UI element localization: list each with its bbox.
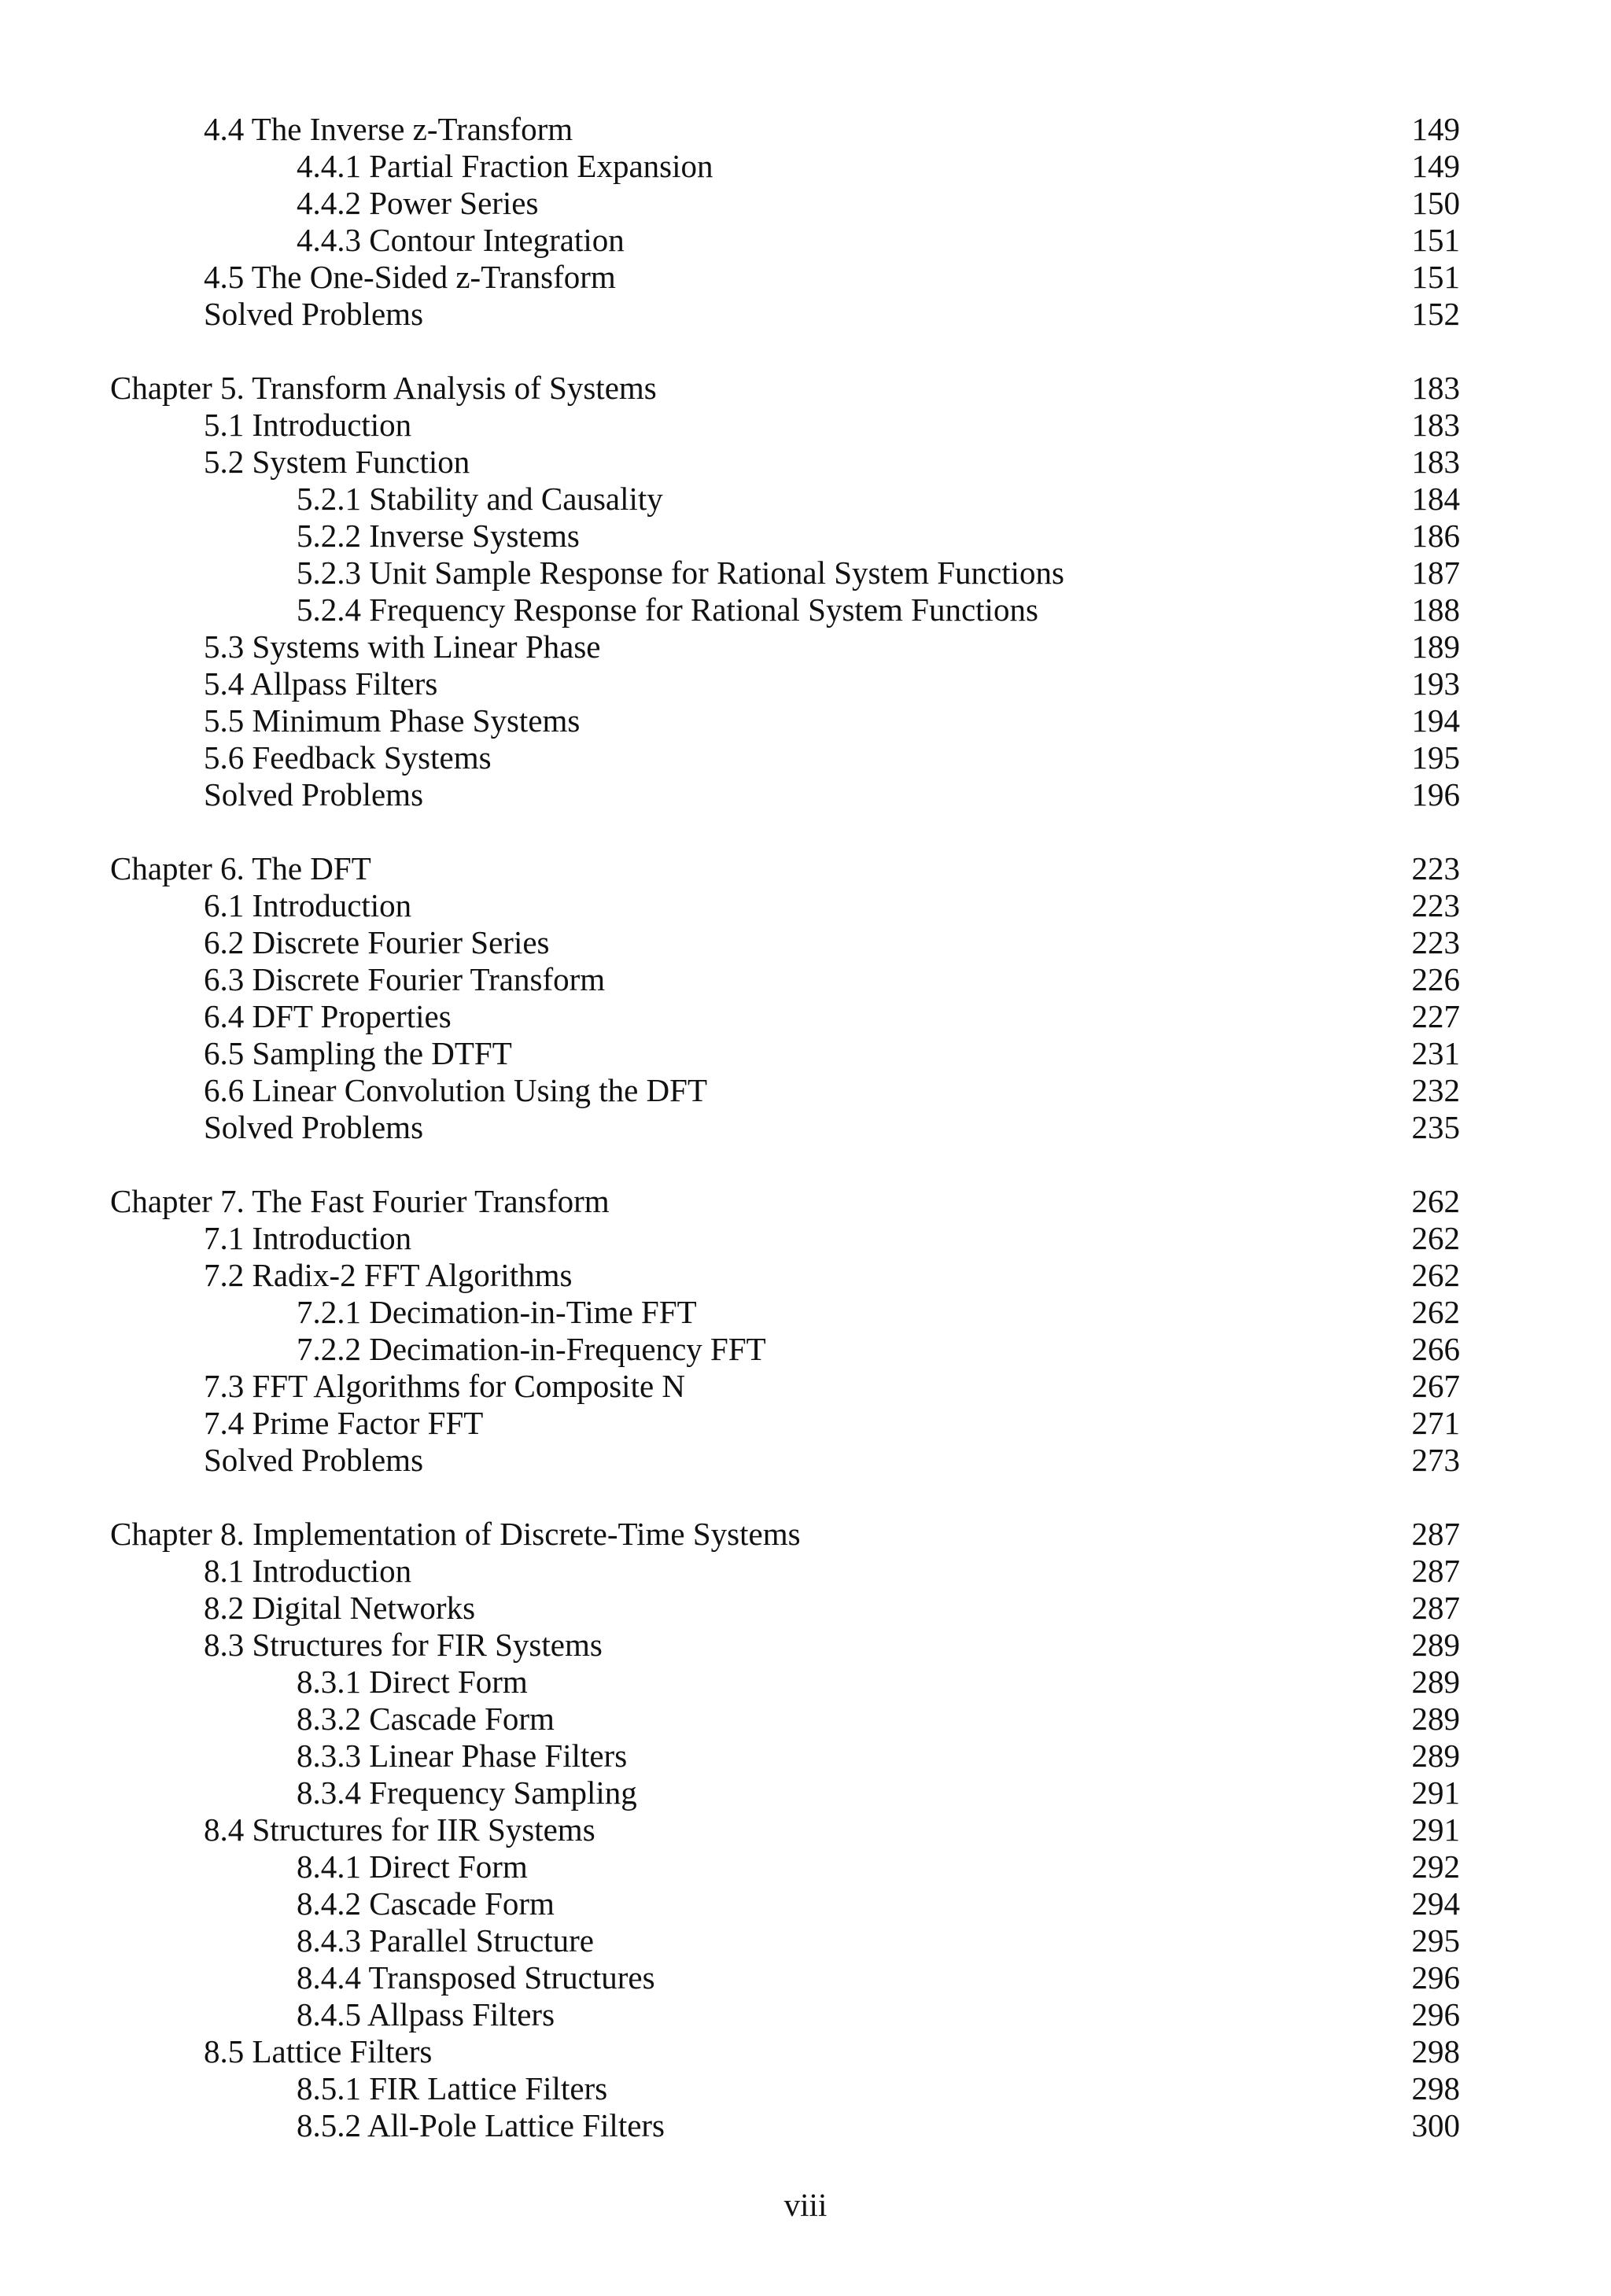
toc-entry-title: 8.4 Structures for IIR Systems bbox=[204, 1811, 595, 1848]
toc-section-entry bbox=[110, 444, 1460, 481]
toc-subsection-entry bbox=[110, 1738, 1460, 1775]
toc-entry-page-number: 266 bbox=[1411, 1331, 1460, 1367]
toc-section-entry bbox=[110, 1553, 1460, 1590]
toc-entry-title: 7.2.1 Decimation-in-Time FFT bbox=[297, 1294, 697, 1330]
toc-entry-title: 4.5 The One-Sided z-Transform bbox=[204, 259, 616, 295]
toc-entry-page-number: 289 bbox=[1411, 1627, 1460, 1663]
toc-entry-title: 7.4 Prime Factor FFT bbox=[204, 1405, 484, 1441]
toc-subsection-entry bbox=[110, 1331, 1460, 1368]
toc-section-entry bbox=[110, 998, 1460, 1035]
toc-entry-title: 7.3 FFT Algorithms for Composite N bbox=[204, 1368, 686, 1404]
toc-entry-page-number: 262 bbox=[1411, 1294, 1460, 1330]
toc-entry-page-number: 232 bbox=[1411, 1072, 1460, 1108]
toc-entry-title: 8.3 Structures for FIR Systems bbox=[204, 1627, 603, 1663]
toc-entry-title: 8.3.3 Linear Phase Filters bbox=[297, 1738, 628, 1774]
toc-subsection-entry bbox=[110, 222, 1460, 259]
toc-entry-page-number: 184 bbox=[1411, 481, 1460, 517]
page-number: viii bbox=[783, 2187, 828, 2223]
toc-subsection-entry bbox=[110, 1922, 1460, 1959]
toc-subsection-entry bbox=[110, 555, 1460, 592]
toc-entry-page-number: 262 bbox=[1411, 1257, 1460, 1293]
toc-section-entry bbox=[110, 1257, 1460, 1294]
toc-entry-title: 4.4.2 Power Series bbox=[297, 185, 539, 221]
toc-entry-page-number: 188 bbox=[1411, 592, 1460, 628]
toc-entry-page-number: 187 bbox=[1411, 555, 1460, 591]
toc-entry-title: Solved Problems bbox=[204, 776, 424, 813]
toc-entry-title: 5.2.1 Stability and Causality bbox=[297, 481, 663, 517]
toc-chapter-entry bbox=[110, 850, 1460, 887]
toc-entry-page-number: 267 bbox=[1411, 1368, 1460, 1404]
toc-section-entry bbox=[110, 1035, 1460, 1072]
toc-entry-page-number: 151 bbox=[1411, 222, 1460, 258]
toc-subsection-entry bbox=[110, 1664, 1460, 1701]
toc-entry-page-number: 289 bbox=[1411, 1664, 1460, 1700]
toc-entry-page-number: 226 bbox=[1411, 961, 1460, 997]
toc-entry-page-number: 271 bbox=[1411, 1405, 1460, 1441]
toc-entry-page-number: 292 bbox=[1411, 1848, 1460, 1885]
toc-entry-page-number: 273 bbox=[1411, 1442, 1460, 1478]
toc-entry-page-number: 300 bbox=[1411, 2107, 1460, 2143]
toc-entry-page-number: 152 bbox=[1411, 296, 1460, 332]
toc-entry-title: 8.4.2 Cascade Form bbox=[297, 1885, 555, 1922]
toc-section-entry bbox=[110, 702, 1460, 739]
toc-entry-page-number: 289 bbox=[1411, 1738, 1460, 1774]
toc-entry-title: 5.4 Allpass Filters bbox=[204, 665, 438, 702]
toc-entry-page-number: 235 bbox=[1411, 1109, 1460, 1145]
toc-entry-title: 5.6 Feedback Systems bbox=[204, 739, 492, 776]
toc-entry-title: Chapter 5. Transform Analysis of Systems bbox=[110, 370, 657, 406]
toc-entry-title: 8.5.2 All-Pole Lattice Filters bbox=[297, 2107, 665, 2143]
toc-spacer bbox=[110, 813, 1460, 850]
toc-subsection-entry bbox=[110, 1848, 1460, 1885]
toc-entry-title: 6.6 Linear Convolution Using the DFT bbox=[204, 1072, 708, 1108]
toc-subsection-entry bbox=[110, 2107, 1460, 2144]
toc-entry-page-number: 262 bbox=[1411, 1220, 1460, 1256]
toc-section-entry bbox=[110, 407, 1460, 444]
toc-section-entry bbox=[110, 1627, 1460, 1664]
toc-entry-page-number: 196 bbox=[1411, 776, 1460, 813]
toc-entry-title: 6.1 Introduction bbox=[204, 887, 412, 923]
toc-entry-title: 5.3 Systems with Linear Phase bbox=[204, 628, 601, 665]
toc-entry-page-number: 298 bbox=[1411, 2070, 1460, 2106]
toc-entry-title: 8.4.5 Allpass Filters bbox=[297, 1996, 555, 2032]
toc-entry-title: 8.2 Digital Networks bbox=[204, 1590, 476, 1626]
table-of-contents bbox=[110, 111, 1460, 2144]
toc-subsection-entry bbox=[110, 592, 1460, 628]
toc-section-entry bbox=[110, 1442, 1460, 1479]
toc-section-entry bbox=[110, 1109, 1460, 1146]
toc-entry-page-number: 294 bbox=[1411, 1885, 1460, 1922]
toc-entry-title: 7.1 Introduction bbox=[204, 1220, 412, 1256]
toc-entry-page-number: 262 bbox=[1411, 1183, 1460, 1219]
toc-entry-title: Chapter 6. The DFT bbox=[110, 850, 371, 886]
toc-chapter-entry bbox=[110, 370, 1460, 407]
toc-subsection-entry bbox=[110, 148, 1460, 185]
toc-entry-title: 5.2 System Function bbox=[204, 444, 470, 480]
toc-section-entry bbox=[110, 776, 1460, 813]
toc-entry-title: 8.4.4 Transposed Structures bbox=[297, 1959, 655, 1996]
toc-entry-title: 5.1 Introduction bbox=[204, 407, 412, 443]
toc-entry-page-number: 231 bbox=[1411, 1035, 1460, 1071]
toc-entry-title: 8.4.3 Parallel Structure bbox=[297, 1922, 595, 1959]
toc-spacer bbox=[110, 1146, 1460, 1183]
toc-section-entry bbox=[110, 1220, 1460, 1257]
toc-entry-page-number: 296 bbox=[1411, 1959, 1460, 1996]
toc-subsection-entry bbox=[110, 1775, 1460, 1811]
toc-entry-page-number: 223 bbox=[1411, 887, 1460, 923]
toc-section-entry bbox=[110, 887, 1460, 924]
toc-entry-title: Chapter 8. Implementation of Discrete-Time Systems bbox=[110, 1516, 801, 1552]
toc-entry-title: 8.1 Introduction bbox=[204, 1553, 412, 1589]
toc-entry-page-number: 289 bbox=[1411, 1701, 1460, 1737]
toc-section-entry bbox=[110, 1590, 1460, 1627]
toc-entry-page-number: 195 bbox=[1411, 739, 1460, 776]
toc-entry-page-number: 295 bbox=[1411, 1922, 1460, 1959]
toc-entry-page-number: 183 bbox=[1411, 444, 1460, 480]
toc-entry-page-number: 186 bbox=[1411, 518, 1460, 554]
toc-subsection-entry bbox=[110, 1701, 1460, 1738]
toc-section-entry bbox=[110, 1405, 1460, 1442]
toc-entry-page-number: 149 bbox=[1411, 111, 1460, 147]
toc-entry-title: Chapter 7. The Fast Fourier Transform bbox=[110, 1183, 610, 1219]
toc-entry-page-number: 223 bbox=[1411, 850, 1460, 886]
toc-entry-title: Solved Problems bbox=[204, 1109, 424, 1145]
toc-subsection-entry bbox=[110, 2070, 1460, 2107]
toc-entry-title: Solved Problems bbox=[204, 1442, 424, 1478]
toc-entry-page-number: 227 bbox=[1411, 998, 1460, 1034]
toc-section-entry bbox=[110, 665, 1460, 702]
toc-section-entry bbox=[110, 296, 1460, 333]
toc-section-entry bbox=[110, 628, 1460, 665]
toc-entry-page-number: 149 bbox=[1411, 148, 1460, 184]
toc-entry-title: 5.2.4 Frequency Response for Rational System Functions bbox=[297, 592, 1038, 628]
toc-entry-title: 4.4 The Inverse z-Transform bbox=[204, 111, 573, 147]
toc-entry-page-number: 193 bbox=[1411, 665, 1460, 702]
toc-entry-title: 8.3.1 Direct Form bbox=[297, 1664, 528, 1700]
toc-subsection-entry bbox=[110, 481, 1460, 518]
toc-entry-page-number: 291 bbox=[1411, 1775, 1460, 1811]
toc-entry-page-number: 287 bbox=[1411, 1553, 1460, 1589]
toc-entry-page-number: 287 bbox=[1411, 1516, 1460, 1552]
toc-spacer bbox=[110, 1479, 1460, 1516]
toc-entry-title: 6.5 Sampling the DTFT bbox=[204, 1035, 512, 1071]
toc-entry-title: 8.5.1 FIR Lattice Filters bbox=[297, 2070, 608, 2106]
toc-section-entry bbox=[110, 739, 1460, 776]
toc-section-entry bbox=[110, 1368, 1460, 1405]
toc-entry-title: 7.2 Radix-2 FFT Algorithms bbox=[204, 1257, 573, 1293]
toc-entry-title: 8.4.1 Direct Form bbox=[297, 1848, 528, 1885]
toc-entry-page-number: 296 bbox=[1411, 1996, 1460, 2032]
toc-subsection-entry bbox=[110, 185, 1460, 222]
toc-entry-title: 6.3 Discrete Fourier Transform bbox=[204, 961, 606, 997]
toc-entry-title: 5.5 Minimum Phase Systems bbox=[204, 702, 581, 739]
toc-entry-title: 7.2.2 Decimation-in-Frequency FFT bbox=[297, 1331, 766, 1367]
toc-spacer bbox=[110, 333, 1460, 370]
toc-entry-title: 8.3.4 Frequency Sampling bbox=[297, 1775, 637, 1811]
toc-chapter-entry bbox=[110, 1183, 1460, 1220]
toc-entry-title: 4.4.3 Contour Integration bbox=[297, 222, 625, 258]
toc-entry-page-number: 183 bbox=[1411, 407, 1460, 443]
toc-entry-title: 5.2.2 Inverse Systems bbox=[297, 518, 580, 554]
toc-subsection-entry bbox=[110, 1294, 1460, 1331]
toc-entry-page-number: 287 bbox=[1411, 1590, 1460, 1626]
toc-entry-page-number: 223 bbox=[1411, 924, 1460, 960]
toc-entry-title: 4.4.1 Partial Fraction Expansion bbox=[297, 148, 713, 184]
toc-entry-page-number: 194 bbox=[1411, 702, 1460, 739]
toc-entry-page-number: 151 bbox=[1411, 259, 1460, 295]
toc-entry-title: 6.4 DFT Properties bbox=[204, 998, 452, 1034]
toc-entry-title: 6.2 Discrete Fourier Series bbox=[204, 924, 550, 960]
toc-entry-page-number: 291 bbox=[1411, 1811, 1460, 1848]
toc-subsection-entry bbox=[110, 1996, 1460, 2033]
toc-entry-page-number: 183 bbox=[1411, 370, 1460, 406]
toc-entry-title: 8.5 Lattice Filters bbox=[204, 2033, 433, 2069]
toc-section-entry bbox=[110, 961, 1460, 998]
toc-section-entry bbox=[110, 111, 1460, 148]
toc-entry-title: 5.2.3 Unit Sample Response for Rational System Functions bbox=[297, 555, 1064, 591]
toc-section-entry bbox=[110, 924, 1460, 961]
toc-section-entry bbox=[110, 1072, 1460, 1109]
toc-subsection-entry bbox=[110, 518, 1460, 555]
toc-entry-page-number: 189 bbox=[1411, 628, 1460, 665]
toc-entry-page-number: 150 bbox=[1411, 185, 1460, 221]
toc-section-entry bbox=[110, 259, 1460, 296]
toc-section-entry bbox=[110, 1811, 1460, 1848]
toc-subsection-entry bbox=[110, 1885, 1460, 1922]
toc-subsection-entry bbox=[110, 1959, 1460, 1996]
toc-chapter-entry bbox=[110, 1516, 1460, 1553]
toc-entry-page-number: 298 bbox=[1411, 2033, 1460, 2069]
toc-entry-title: Solved Problems bbox=[204, 296, 424, 332]
toc-section-entry bbox=[110, 2033, 1460, 2070]
toc-entry-title: 8.3.2 Cascade Form bbox=[297, 1701, 555, 1737]
